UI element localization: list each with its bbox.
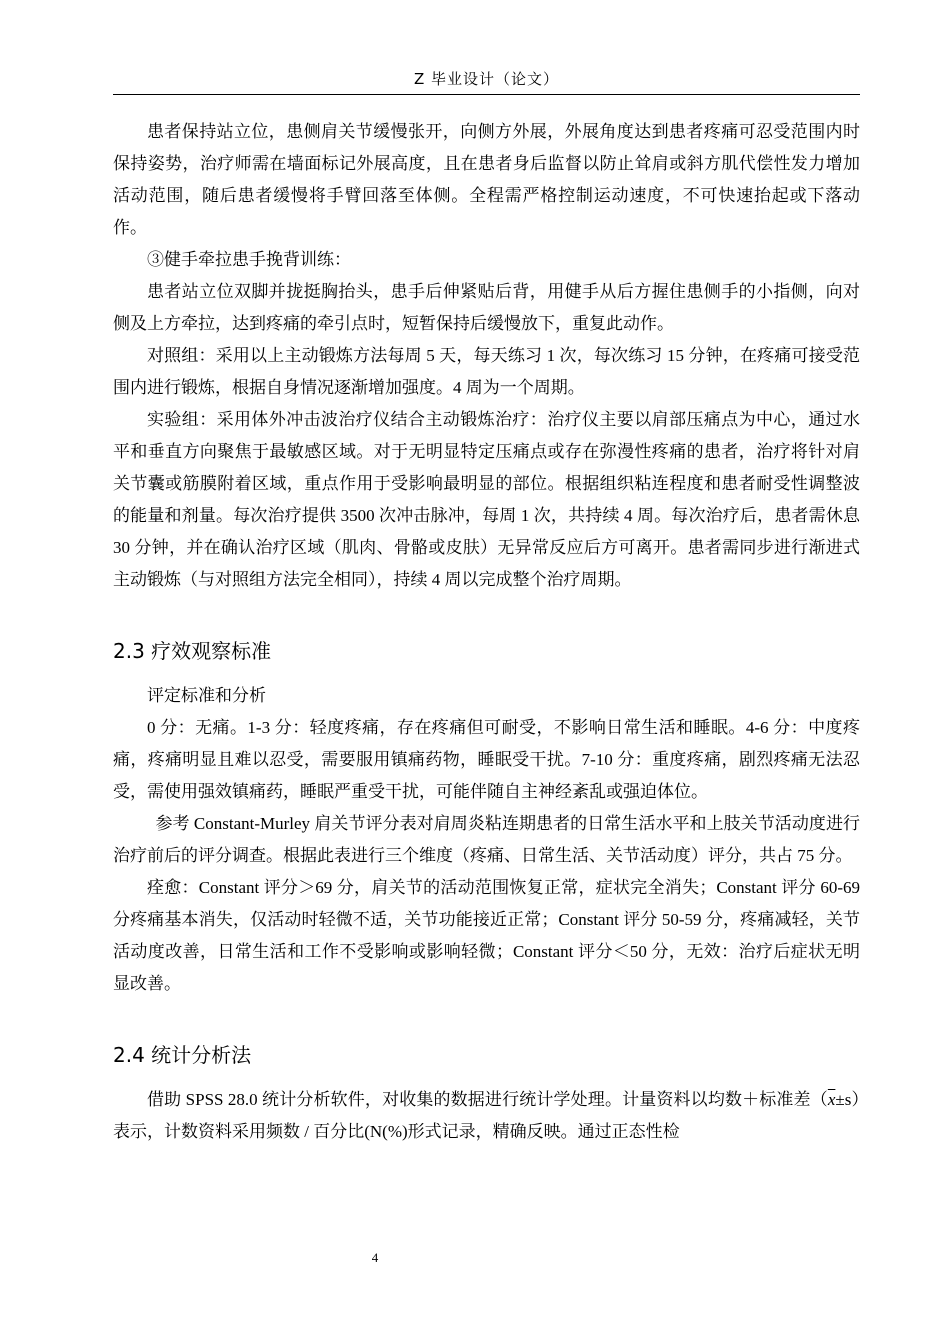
page-header-title: Z 毕业设计（论文） xyxy=(413,70,560,88)
paragraph-constant-murley: 参考 Constant-Murley 肩关节评分表对肩周炎粘连期患者的日常生活水平和上肢关节活动度进行治疗前后的评分调查。根据此表进行三个维度（疼痛、日常生活、关节活动度）评分，共占 75 分。 xyxy=(113,814,860,865)
statistics-text-part-2: ±s）表示，计数资料采用频数 / 百分比(N(%)形式记录，精确反映。通过正态性检 xyxy=(113,1090,860,1141)
paragraph-pull-exercise: 患者站立位双脚并拢挺胸抬头，患手后伸紧贴后背，用健手从后方握住患侧手的小指侧，向对侧及上方牵拉，达到疼痛的牵引点时，短暂保持后缓慢放下，重复此动作。 xyxy=(113,282,860,333)
paragraph-abduction-exercise: 患者保持站立位，患侧肩关节缓慢张开，向侧方外展，外展角度达到患者疼痛可忍受范围内时保持姿势，治疗师需在墙面标记外展高度，且在患者身后监督以防止耸肩或斜方肌代偿性发力增加活动范围，随后患者缓慢将手臂回落至体侧。全程需严格控制运动速度，不可快速抬起或下落动作。 xyxy=(113,122,860,237)
statistics-text-part-1: 借助 SPSS 28.0 统计分析软件，对收集的数据进行统计学处理。计量资料以均数＋标准差（ xyxy=(147,1090,828,1109)
mean-symbol: $\overline{x}$ xyxy=(827,1090,836,1109)
paragraph-efficacy-criteria: 痊愈：Constant 评分＞69 分，肩关节的活动范围恢复正常，症状完全消失；Constant 评分 60-69 分疼痛基本消失，仅活动时轻微不适，关节功能接近正常；Constant 评分 50-59 分，疼痛减轻，关节活动度改善，日常生活和工作不受影响或影响轻微；Constant 评分＜50 分，无效：治疗后症状无明显改善。 xyxy=(113,878,860,993)
paragraph-experiment-group: 实验组：采用体外冲击波治疗仪结合主动锻炼治疗：治疗仪主要以肩部压痛点为中心，通过水平和垂直方向聚焦于最敏感区域。对于无明显特定压痛点或存在弥漫性疼痛的患者，治疗将针对肩关节囊或筋膜附着区域，重点作用于受影响最明显的部位。根据组织粘连程度和患者耐受性调整波的能量和剂量。每次治疗提供 3500 次冲击脉冲，每周 1 次，共持续 4 周。每次治疗后，患者需休息 30 分钟，并在确认治疗区域（肌肉、骨骼或皮肤）无异常反应后方可离开。患者需同步进行渐进式主动锻炼（与对照组方法完全相同），持续 4 周以完成整个治疗周期。 xyxy=(113,410,860,589)
section-heading-2-3: 2.3 疗效观察标准 xyxy=(113,639,272,663)
paragraph-exercise-3-title: ③健手牵拉患手挽背训练： xyxy=(147,250,351,269)
paragraph-evaluation-standard: 评定标准和分析 xyxy=(147,686,266,705)
page-number: 4 xyxy=(371,1250,379,1265)
document-body xyxy=(113,116,860,1148)
paragraph-control-group: 对照组：采用以上主动锻炼方法每周 5 天，每天练习 1 次，每次练习 15 分钟，在疼痛可接受范围内进行锻炼，根据自身情况逐渐增加强度。4 周为一个周期。 xyxy=(113,346,860,397)
header-divider xyxy=(113,94,860,95)
paragraph-statistics xyxy=(113,1084,860,1148)
paragraph-pain-scale: 0 分：无痛。1-3 分：轻度疼痛，存在疼痛但可耐受，不影响日常生活和睡眠。4-6 分：中度疼痛，疼痛明显且难以忍受，需要服用镇痛药物，睡眠受干扰。7-10 分：重度疼痛，剧烈疼痛无法忍受，需使用强效镇痛药，睡眠严重受干扰，可能伴随自主神经紊乱或强迫体位。 xyxy=(113,718,860,801)
section-heading-2-4: 2.4 统计分析法 xyxy=(113,1043,252,1067)
